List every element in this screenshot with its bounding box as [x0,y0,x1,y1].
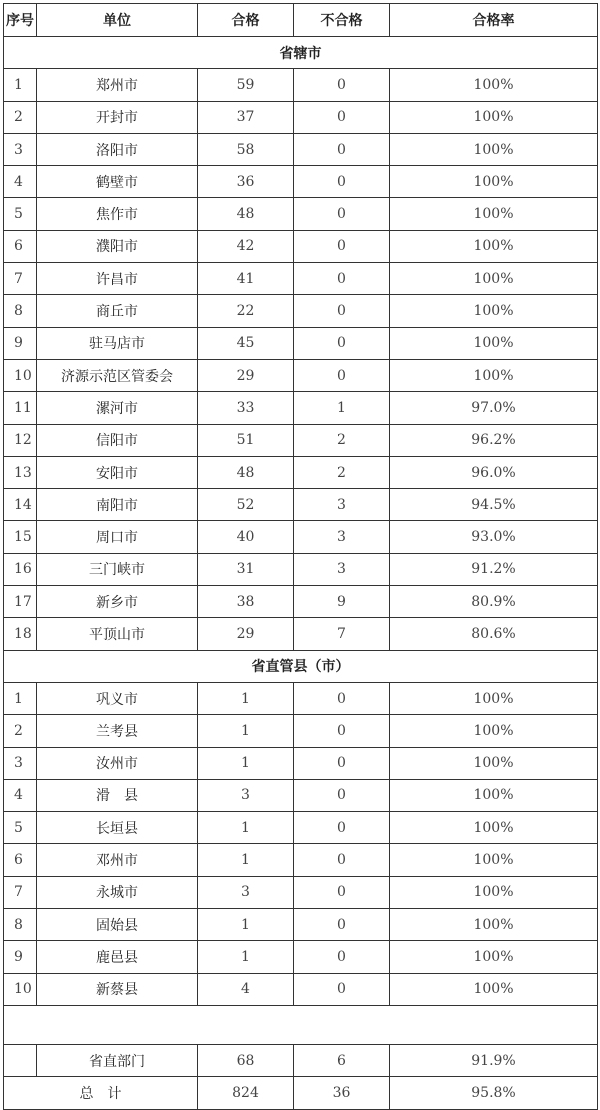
table-row [4,69,598,101]
pass-count: 68 [198,1044,294,1076]
table-row [4,392,598,424]
fail-count: 0 [294,230,390,262]
pass-count: 4 [198,973,294,1005]
table-row [4,973,598,1005]
row-number: 2 [4,101,37,133]
pass-rate: 100% [390,682,598,714]
table-row [4,747,598,779]
col-header-pass: 合格 [198,4,294,37]
fail-count: 0 [294,747,390,779]
fail-count: 3 [294,553,390,585]
unit-name: 永城市 [37,876,198,908]
row-number: 5 [4,812,37,844]
row-number: 12 [4,424,37,456]
fail-count: 9 [294,586,390,618]
fail-count: 3 [294,489,390,521]
pass-count: 41 [198,263,294,295]
pass-count: 33 [198,392,294,424]
unit-name: 焦作市 [37,198,198,230]
row-number: 9 [4,327,37,359]
row-number: 17 [4,586,37,618]
row-number: 1 [4,69,37,101]
fail-count: 36 [294,1077,390,1109]
pass-rate: 100% [390,359,598,391]
fail-count: 2 [294,456,390,488]
table-body [4,37,598,1110]
unit-name: 濮阳市 [37,230,198,262]
pass-rate: 100% [390,69,598,101]
fail-count: 0 [294,909,390,941]
pass-count: 31 [198,553,294,585]
pass-count: 22 [198,295,294,327]
table-row [4,424,598,456]
pass-rate: 100% [390,973,598,1005]
inspection-table [3,3,598,1110]
pass-count: 1 [198,909,294,941]
row-number: 13 [4,456,37,488]
fail-count: 0 [294,973,390,1005]
unit-name: 平顶山市 [37,618,198,650]
fail-count: 0 [294,844,390,876]
unit-name: 信阳市 [37,424,198,456]
unit-name: 济源示范区管委会 [37,359,198,391]
pass-count: 42 [198,230,294,262]
fail-count: 0 [294,779,390,811]
pass-rate: 91.2% [390,553,598,585]
pass-rate: 100% [390,166,598,198]
fail-count: 0 [294,876,390,908]
row-number: 2 [4,715,37,747]
unit-name: 洛阳市 [37,133,198,165]
pass-rate: 100% [390,133,598,165]
total-label: 总 计 [4,1077,198,1109]
table-row [4,327,598,359]
unit-name: 驻马店市 [37,327,198,359]
pass-count: 1 [198,682,294,714]
fail-count: 7 [294,618,390,650]
pass-rate: 100% [390,715,598,747]
table-row [4,812,598,844]
table-row [4,359,598,391]
pass-rate: 80.9% [390,586,598,618]
pass-rate: 96.0% [390,456,598,488]
table-row [4,166,598,198]
row-number: 10 [4,973,37,1005]
pass-rate: 100% [390,101,598,133]
unit-name: 南阳市 [37,489,198,521]
fail-count: 0 [294,327,390,359]
table-row [4,101,598,133]
unit-name: 兰考县 [37,715,198,747]
fail-count: 2 [294,424,390,456]
pass-rate: 100% [390,812,598,844]
row-number: 18 [4,618,37,650]
spacer-cell [4,1005,598,1044]
pass-count: 37 [198,101,294,133]
pass-count: 29 [198,618,294,650]
table-row [4,715,598,747]
unit-name: 许昌市 [37,263,198,295]
spacer-row [4,1005,598,1044]
unit-name: 长垣县 [37,812,198,844]
unit-name: 巩义市 [37,682,198,714]
row-number: 1 [4,682,37,714]
row-number: 16 [4,553,37,585]
fail-count: 0 [294,715,390,747]
pass-rate: 94.5% [390,489,598,521]
row-number: 11 [4,392,37,424]
row-number: 3 [4,133,37,165]
fail-count: 6 [294,1044,390,1076]
unit-name: 安阳市 [37,456,198,488]
table-row [4,618,598,650]
pass-count: 40 [198,521,294,553]
table-row [4,456,598,488]
table-row [4,586,598,618]
pass-count: 29 [198,359,294,391]
row-number: 4 [4,779,37,811]
row-number: 10 [4,359,37,391]
pass-count: 58 [198,133,294,165]
unit-name: 开封市 [37,101,198,133]
col-header-rate: 合格率 [390,4,598,37]
unit-name: 鹤壁市 [37,166,198,198]
table-row [4,553,598,585]
pass-rate: 100% [390,327,598,359]
pass-count: 38 [198,586,294,618]
fail-count: 1 [294,392,390,424]
row-number: 5 [4,198,37,230]
pass-rate: 80.6% [390,618,598,650]
fail-count: 0 [294,812,390,844]
pass-count: 48 [198,198,294,230]
fail-count: 0 [294,133,390,165]
section-header-row [4,650,598,682]
section-title: 省辖市 [4,37,598,69]
table-row [4,133,598,165]
unit-name: 漯河市 [37,392,198,424]
col-header-unit: 单位 [37,4,198,37]
fail-count: 0 [294,166,390,198]
pass-rate: 100% [390,295,598,327]
pass-count: 1 [198,941,294,973]
pass-count: 45 [198,327,294,359]
pass-count: 3 [198,876,294,908]
unit-name: 汝州市 [37,747,198,779]
pass-rate: 100% [390,876,598,908]
fail-count: 3 [294,521,390,553]
unit-name: 商丘市 [37,295,198,327]
pass-rate: 97.0% [390,392,598,424]
row-number: 4 [4,166,37,198]
pass-count: 824 [198,1077,294,1109]
table-row [4,876,598,908]
row-number: 7 [4,263,37,295]
section-header-row [4,37,598,69]
table-row [4,489,598,521]
pass-rate: 100% [390,198,598,230]
unit-name: 固始县 [37,909,198,941]
unit-name: 新蔡县 [37,973,198,1005]
row-number: 9 [4,941,37,973]
table-row [4,682,598,714]
pass-rate: 100% [390,263,598,295]
pass-count: 48 [198,456,294,488]
pass-count: 52 [198,489,294,521]
fail-count: 0 [294,295,390,327]
header-row [4,4,598,37]
pass-rate: 100% [390,779,598,811]
pass-count: 1 [198,747,294,779]
table-row [4,521,598,553]
col-header-fail: 不合格 [294,4,390,37]
unit-name: 省直部门 [37,1044,198,1076]
pass-rate: 100% [390,909,598,941]
fail-count: 0 [294,69,390,101]
pass-rate: 95.8% [390,1077,598,1109]
table-row [4,230,598,262]
fail-count: 0 [294,263,390,295]
unit-name: 新乡市 [37,586,198,618]
row-number: 8 [4,909,37,941]
section-title: 省直管县（市） [4,650,598,682]
pass-count: 59 [198,69,294,101]
row-number: 3 [4,747,37,779]
pass-rate: 100% [390,230,598,262]
table-row [4,941,598,973]
pass-count: 1 [198,812,294,844]
unit-name: 滑 县 [37,779,198,811]
pass-rate: 93.0% [390,521,598,553]
fail-count: 0 [294,682,390,714]
table-row [4,198,598,230]
pass-count: 3 [198,779,294,811]
row-number: 8 [4,295,37,327]
pass-count: 51 [198,424,294,456]
fail-count: 0 [294,359,390,391]
row-number: 6 [4,230,37,262]
row-number: 7 [4,876,37,908]
table-row [4,263,598,295]
table-row [4,844,598,876]
unit-name: 三门峡市 [37,553,198,585]
pass-rate: 100% [390,844,598,876]
dept-row [4,1044,598,1076]
row-number [4,1044,37,1076]
unit-name: 鹿邑县 [37,941,198,973]
pass-rate: 91.9% [390,1044,598,1076]
pass-rate: 100% [390,941,598,973]
row-number: 15 [4,521,37,553]
pass-count: 36 [198,166,294,198]
pass-count: 1 [198,715,294,747]
fail-count: 0 [294,941,390,973]
fail-count: 0 [294,198,390,230]
table-row [4,779,598,811]
pass-count: 1 [198,844,294,876]
table-row [4,295,598,327]
unit-name: 邓州市 [37,844,198,876]
unit-name: 周口市 [37,521,198,553]
table-row [4,909,598,941]
total-row [4,1077,598,1109]
pass-rate: 96.2% [390,424,598,456]
row-number: 6 [4,844,37,876]
row-number: 14 [4,489,37,521]
col-header-no: 序号 [4,4,37,37]
pass-rate: 100% [390,747,598,779]
unit-name: 郑州市 [37,69,198,101]
fail-count: 0 [294,101,390,133]
